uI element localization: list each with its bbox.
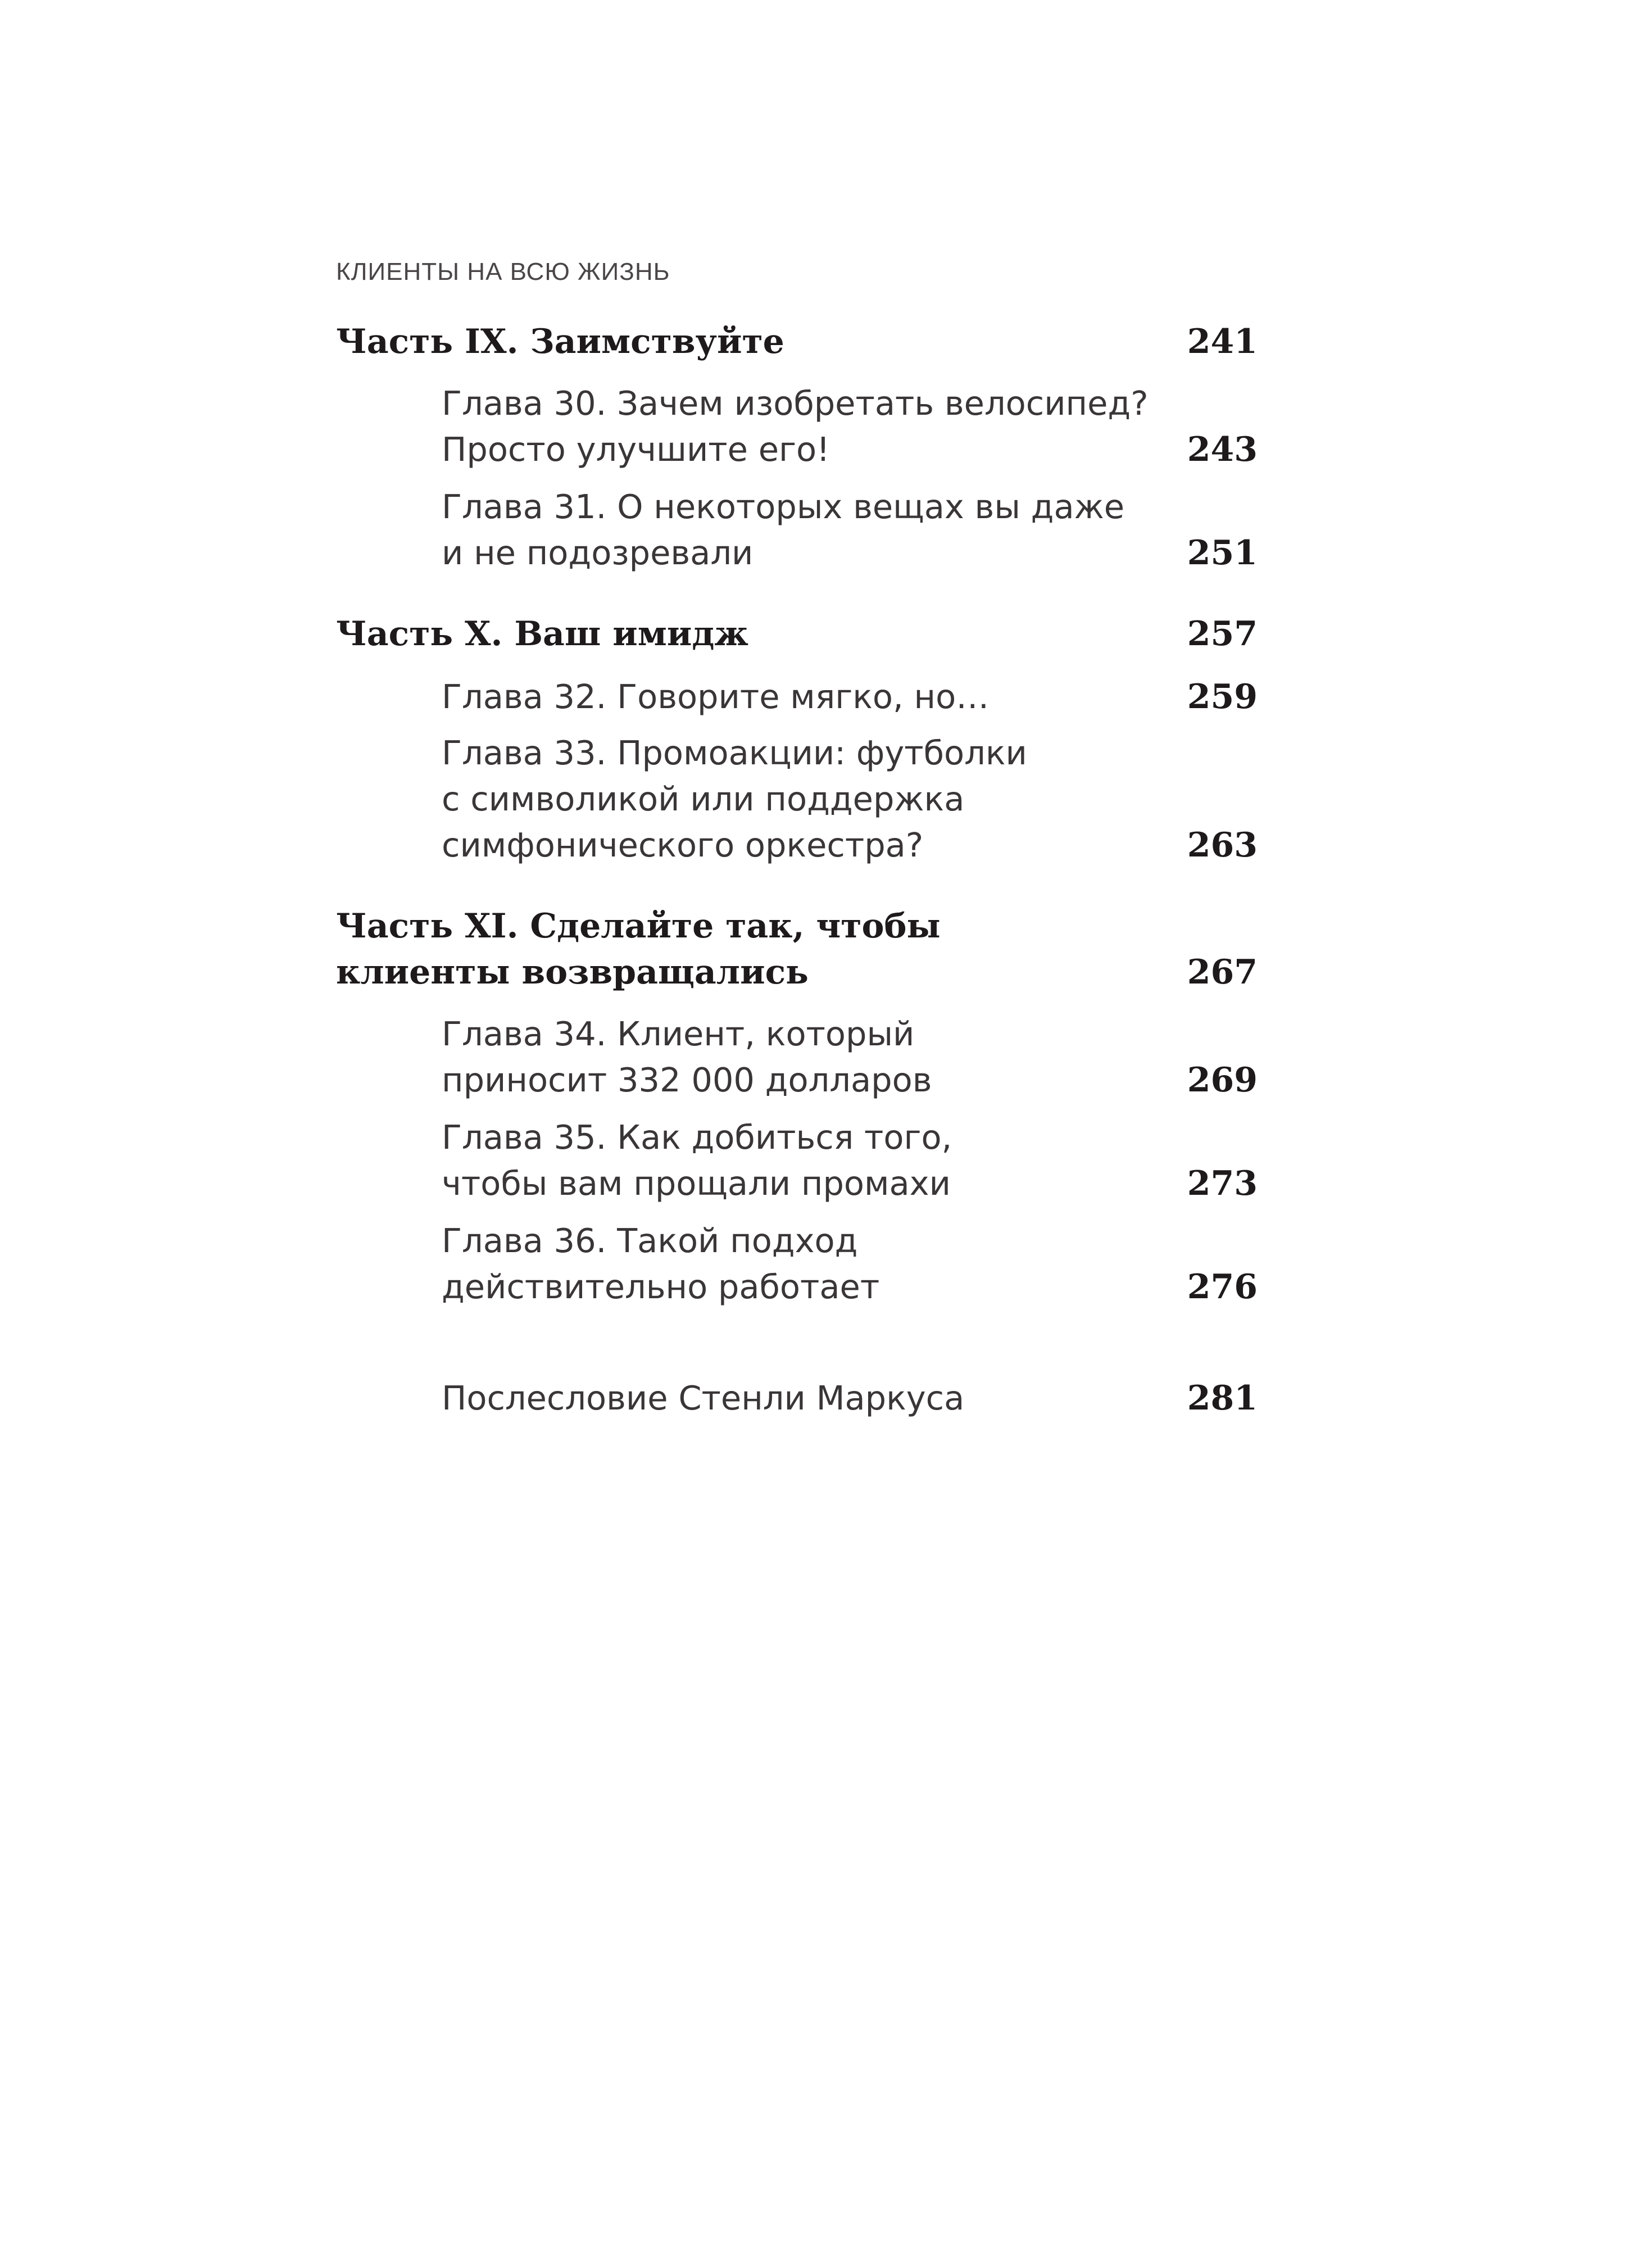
toc-page-number: 251 xyxy=(1187,533,1258,573)
toc-chapter-title[interactable]: Глава 33. Промоакции: футболки xyxy=(442,733,1027,772)
toc-page-number: 259 xyxy=(1187,677,1258,717)
toc-page-number: 281 xyxy=(1187,1379,1258,1418)
toc-chapter-title[interactable]: Глава 30. Зачем изобретать велосипед? xyxy=(442,384,1149,423)
toc-chapter-title[interactable]: Глава 36. Такой подход xyxy=(442,1221,858,1260)
toc-chapter-title[interactable]: Глава 32. Говорите мягко, но… xyxy=(442,677,990,716)
toc-chapter-title[interactable]: Глава 34. Клиент, который xyxy=(442,1014,915,1053)
toc-page-number: 276 xyxy=(1187,1267,1258,1307)
toc-chapter-title[interactable]: и не подозревали xyxy=(442,533,754,572)
toc-part-title[interactable]: Часть X. Ваш имидж xyxy=(336,614,748,654)
toc-chapter-title[interactable]: Глава 35. Как добиться того, xyxy=(442,1118,952,1157)
toc-page-number: 269 xyxy=(1187,1060,1258,1100)
toc-part-title[interactable]: Часть IX. Заимствуйте xyxy=(336,322,784,361)
toc-chapter-title[interactable]: действительно работает xyxy=(442,1267,880,1306)
toc-part-title[interactable]: Часть XI. Сделайте так, чтобы xyxy=(336,907,941,946)
toc-chapter-title[interactable]: с символикой или поддержка xyxy=(442,779,965,818)
running-head: КЛИЕНТЫ НА ВСЮ ЖИЗНЬ xyxy=(336,258,670,285)
toc-part-title[interactable]: клиенты возвращались xyxy=(336,953,809,992)
toc-chapter-title[interactable]: чтобы вам прощали промахи xyxy=(442,1164,951,1203)
toc-page-number: 241 xyxy=(1187,322,1258,361)
toc-page-number: 267 xyxy=(1187,953,1258,992)
toc-chapter-title[interactable]: приносит 332 000 долларов xyxy=(442,1060,932,1099)
toc-page-number: 273 xyxy=(1187,1164,1258,1203)
toc-page-number: 263 xyxy=(1187,826,1258,865)
toc-page-number: 257 xyxy=(1187,614,1258,654)
toc-page-number: 243 xyxy=(1187,430,1258,469)
toc-chapter-title[interactable]: симфонического оркестра? xyxy=(442,826,924,864)
toc-chapter-title[interactable]: Глава 31. О некоторых вещах вы даже xyxy=(442,487,1125,526)
toc-afterword-title[interactable]: Послесловие Стенли Маркуса xyxy=(442,1379,965,1417)
toc-chapter-title[interactable]: Просто улучшите его! xyxy=(442,430,830,469)
